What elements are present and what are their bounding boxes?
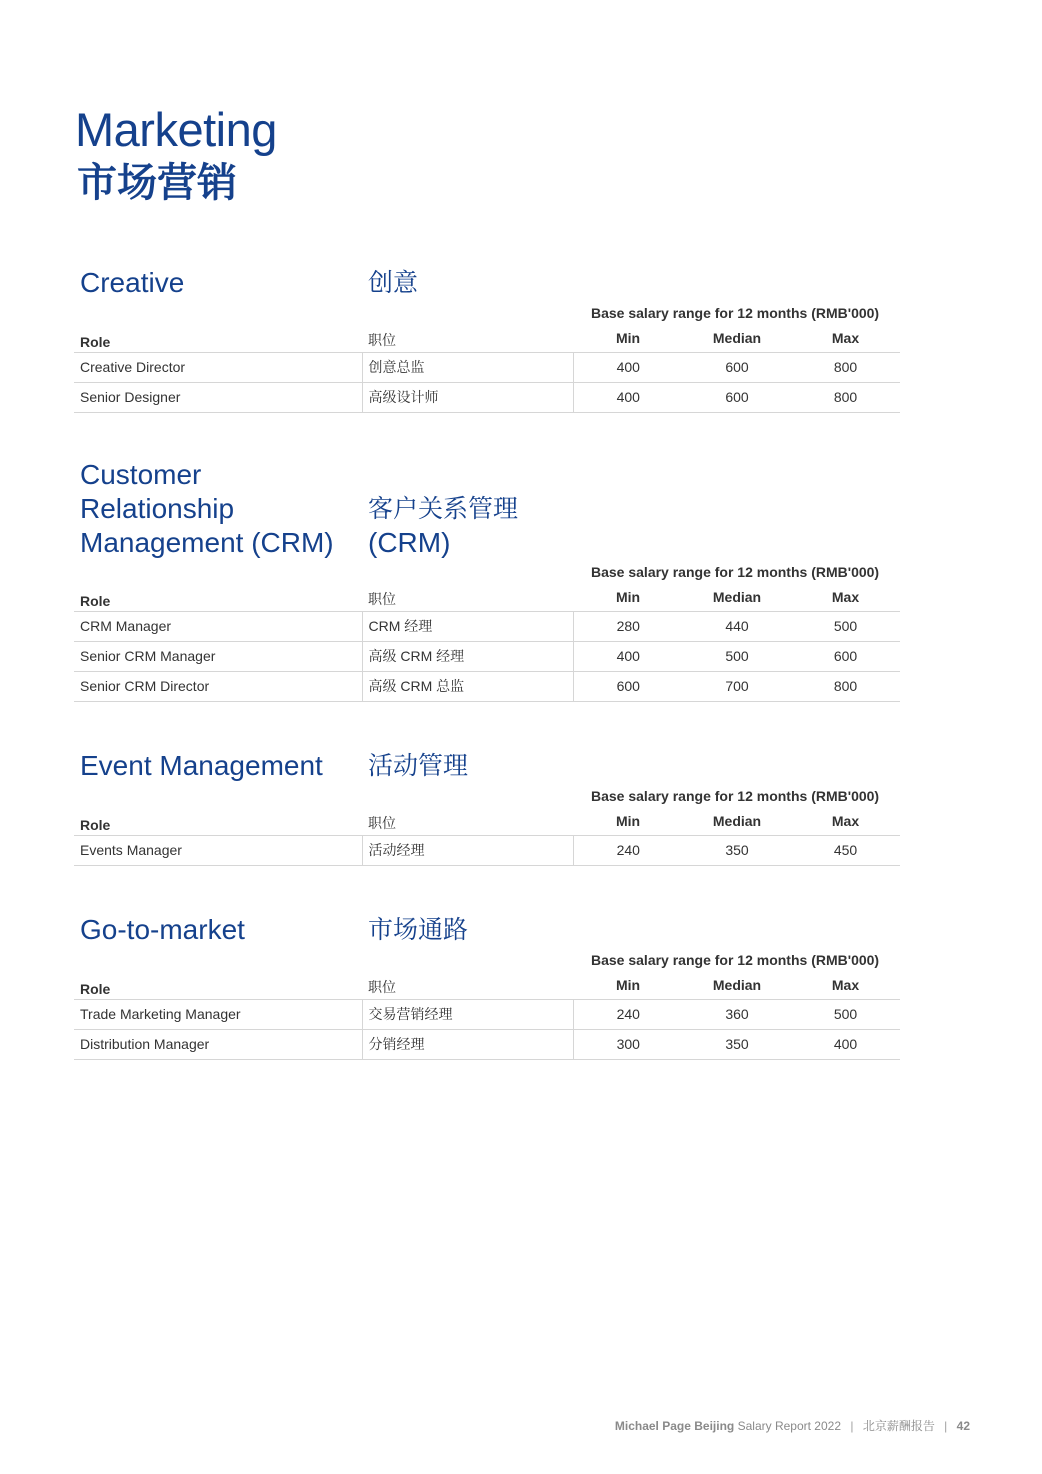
page-title-chinese: 市场营销 (77, 161, 237, 205)
page-number: 42 (956, 1419, 970, 1433)
page-footer (615, 1417, 970, 1434)
section-title-chinese: 市场通路 (368, 916, 469, 944)
max-cell: 500 (791, 999, 900, 1029)
position-cell: 创意总监 (362, 352, 573, 382)
footer-separator: | (850, 1419, 854, 1433)
header-position: 职位 (362, 587, 573, 611)
header-median: Median (683, 587, 791, 611)
header-max: Max (791, 328, 900, 352)
min-cell: 400 (573, 352, 683, 382)
footer-report-title-chinese: 北京薪酬报告 (862, 1419, 935, 1433)
salary-range-caption: Base salary range for 12 months (RMB'000) (591, 305, 880, 321)
median-cell: 500 (683, 641, 791, 671)
table-row (74, 999, 900, 1029)
section-title-line-3: Management (CRM) (80, 527, 334, 558)
median-cell: 700 (683, 671, 791, 701)
table-header-row (74, 975, 900, 999)
table-row (74, 352, 900, 382)
role-cell: Creative Director (74, 352, 362, 382)
header-role: Role (74, 587, 362, 611)
header-min: Min (573, 811, 683, 835)
salary-table (74, 587, 900, 702)
footer-brand: Michael Page Beijing (614, 1419, 735, 1433)
salary-range-caption: Base salary range for 12 months (RMB'000) (591, 952, 880, 968)
table-header-row (74, 328, 900, 352)
min-cell: 240 (573, 835, 683, 865)
table-row (74, 835, 900, 865)
median-cell: 600 (683, 382, 791, 412)
role-cell: Senior Designer (74, 382, 362, 412)
salary-range-caption: Base salary range for 12 months (RMB'000) (591, 564, 880, 580)
min-cell: 280 (573, 611, 683, 641)
position-cell: 高级设计师 (362, 382, 573, 412)
footer-report-title: Salary Report 2022 (737, 1419, 841, 1433)
role-cell: Distribution Manager (74, 1029, 362, 1059)
header-position: 职位 (362, 811, 573, 835)
max-cell: 400 (791, 1029, 900, 1059)
section-title-line-1: Customer (80, 459, 202, 490)
max-cell: 800 (791, 352, 900, 382)
header-max: Max (791, 587, 900, 611)
page-title: Marketing (75, 103, 277, 156)
header-max: Max (791, 811, 900, 835)
min-cell: 240 (573, 999, 683, 1029)
section-title-line-2: Relationship (80, 493, 235, 524)
salary-table (74, 975, 900, 1060)
table-header-row (74, 587, 900, 611)
table-header-row (74, 811, 900, 835)
salary-table (74, 328, 900, 413)
median-cell: 350 (683, 835, 791, 865)
header-position: 职位 (362, 975, 573, 999)
role-cell: Senior CRM Director (74, 671, 362, 701)
min-cell: 600 (573, 671, 683, 701)
max-cell: 800 (791, 671, 900, 701)
header-min: Min (573, 975, 683, 999)
header-min: Min (573, 587, 683, 611)
header-position: 职位 (362, 328, 573, 352)
header-median: Median (683, 328, 791, 352)
table-row (74, 382, 900, 412)
section-title: Creative (80, 267, 185, 298)
header-median: Median (683, 811, 791, 835)
position-cell: 高级 CRM 总监 (362, 671, 573, 701)
max-cell: 500 (791, 611, 900, 641)
footer-separator: | (944, 1419, 948, 1433)
median-cell: 440 (683, 611, 791, 641)
position-cell: 分销经理 (362, 1029, 573, 1059)
min-cell: 400 (573, 382, 683, 412)
header-min: Min (573, 328, 683, 352)
role-cell: Events Manager (74, 835, 362, 865)
table-row (74, 671, 900, 701)
section-title: Event Management (80, 750, 323, 781)
header-role: Role (74, 975, 362, 999)
table-row (74, 1029, 900, 1059)
median-cell: 350 (683, 1029, 791, 1059)
max-cell: 600 (791, 641, 900, 671)
min-cell: 300 (573, 1029, 683, 1059)
section-title-chinese-line-1: 客户关系管理 (368, 495, 519, 523)
section-title: Go-to-market (80, 914, 245, 945)
max-cell: 800 (791, 382, 900, 412)
table-row (74, 641, 900, 671)
salary-range-caption: Base salary range for 12 months (RMB'000) (591, 788, 880, 804)
median-cell: 600 (683, 352, 791, 382)
header-max: Max (791, 975, 900, 999)
section-title-chinese: 活动管理 (368, 752, 469, 780)
section-title-chinese-line-2: (CRM) (368, 527, 451, 558)
role-cell: Senior CRM Manager (74, 641, 362, 671)
header-role: Role (74, 811, 362, 835)
position-cell: 高级 CRM 经理 (362, 641, 573, 671)
position-cell: CRM 经理 (362, 611, 573, 641)
salary-table (74, 811, 900, 866)
median-cell: 360 (683, 999, 791, 1029)
table-row (74, 611, 900, 641)
position-cell: 交易营销经理 (362, 999, 573, 1029)
min-cell: 400 (573, 641, 683, 671)
role-cell: Trade Marketing Manager (74, 999, 362, 1029)
role-cell: CRM Manager (74, 611, 362, 641)
position-cell: 活动经理 (362, 835, 573, 865)
header-role: Role (74, 328, 362, 352)
header-median: Median (683, 975, 791, 999)
max-cell: 450 (791, 835, 900, 865)
section-title-chinese: 创意 (368, 269, 419, 297)
